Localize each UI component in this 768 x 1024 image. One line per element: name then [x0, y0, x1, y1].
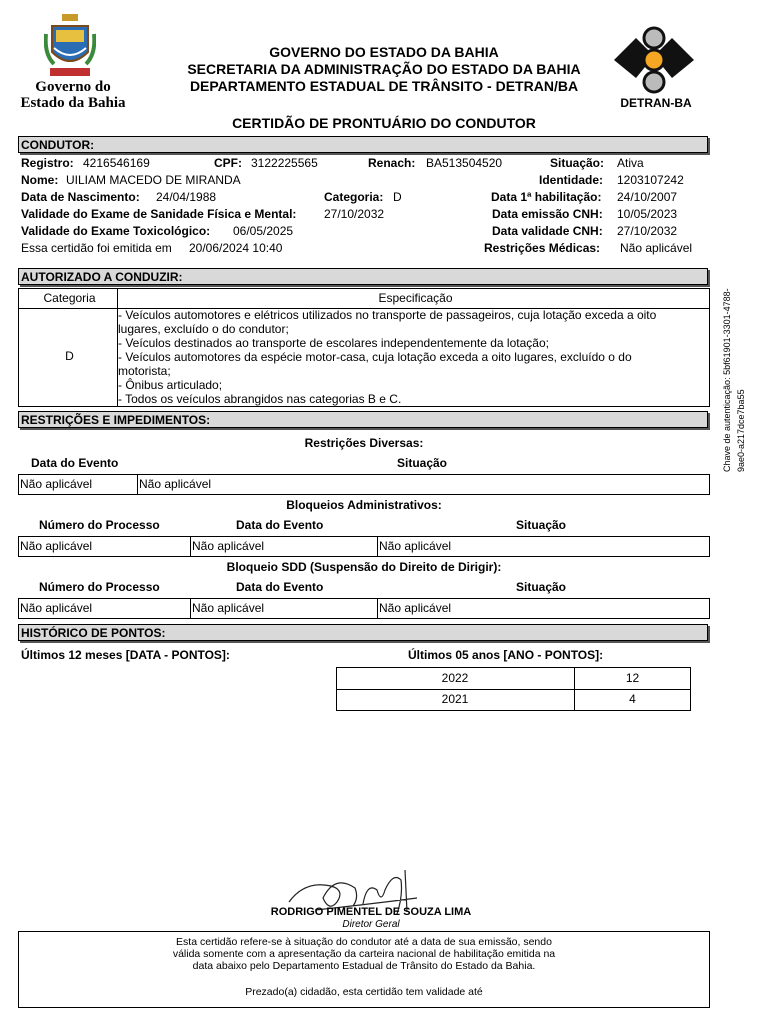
bloqueios-cell-data: Não aplicável [192, 539, 265, 553]
spec-line: motorista; [118, 364, 171, 378]
registro-value: 4216546169 [83, 156, 150, 170]
diversas-col-situacao: Situação [397, 456, 448, 470]
bloqueios-col-data: Data do Evento [236, 518, 324, 532]
nome-value: UILIAM MACEDO DE MIRANDA [66, 173, 241, 187]
document-title: CERTIDÃO DE PRONTUÁRIO DO CONDUTOR [232, 115, 536, 131]
renach-label: Renach: [368, 156, 416, 170]
nascimento-label: Data de Nascimento: [21, 190, 140, 204]
exame-sanidade-value: 27/10/2032 [324, 207, 385, 221]
exame-tox-label: Validade do Exame Toxicológico: [21, 224, 211, 238]
exame-tox-value: 06/05/2025 [233, 224, 294, 238]
signature-role: Diretor Geral [342, 919, 400, 930]
emissao-cnh-value: 10/05/2023 [617, 207, 678, 221]
sdd-col-situacao: Situação [516, 580, 567, 594]
pontos-ano: 2021 [441, 692, 469, 706]
section-autorizado: AUTORIZADO A CONDUZIR: [18, 268, 708, 285]
categoria-label: Categoria: [324, 190, 384, 204]
situacao-value: Ativa [617, 156, 644, 170]
sdd-row [18, 598, 710, 619]
col-especificacao: Especificação [378, 291, 453, 305]
diversas-col-data: Data do Evento [31, 456, 119, 470]
validade-cnh-value: 27/10/2032 [617, 224, 678, 238]
spec-line: - Ônibus articulado; [118, 378, 223, 392]
spec-line: - Veículos automotores e elétricos utilizados no transporte de passageiros, cuja lotação exceda a oito [118, 308, 657, 322]
ultimos-12-label: Últimos 12 meses [DATA - PONTOS]: [21, 648, 230, 662]
col-categoria: Categoria [43, 291, 96, 305]
registro-label: Registro: [21, 156, 74, 170]
footer-line-3: data abaixo pelo Departamento Estadual de Trânsito do Estado da Bahia. [192, 960, 536, 972]
categoria-value: D [393, 190, 402, 204]
sdd-col-processo: Número do Processo [39, 580, 160, 594]
signature-name: RODRIGO PIMENTEL DE SOUZA LIMA [270, 906, 472, 918]
spec-line: - Veículos destinados ao transporte de escolares independentemente da lotação; [118, 336, 549, 350]
sdd-cell-processo: Não aplicável [20, 601, 93, 615]
identidade-label: Identidade: [539, 173, 604, 187]
restricoes-diversas-title: Restrições Diversas: [304, 436, 424, 450]
restricoes-medicas-label: Restrições Médicas: [484, 241, 601, 255]
footer-line-1: Esta certidão refere-se à situação do condutor até a data de sua emissão, sendo [176, 936, 552, 948]
emitida-label: Essa certidão foi emitida em [21, 241, 172, 255]
bloqueios-row [18, 536, 710, 557]
pontos-valor: 4 [629, 692, 636, 706]
section-pontos: HISTÓRICO DE PONTOS: [18, 624, 708, 641]
footer-line-2: válida somente com a apresentação da carteira nacional de habilitação emitida na [172, 948, 556, 960]
section-restricoes: RESTRIÇÕES E IMPEDIMENTOS: [18, 411, 708, 428]
bloqueios-cell-processo: Não aplicável [20, 539, 93, 553]
cpf-label: CPF: [214, 156, 242, 170]
gov-logo-text-2: Estado da Bahia [20, 95, 126, 111]
diversas-cell-situacao: Não aplicável [139, 477, 212, 491]
bloqueios-title: Bloqueios Administrativos: [286, 498, 442, 512]
bloqueios-col-processo: Número do Processo [39, 518, 160, 532]
cpf-value: 3122225565 [251, 156, 318, 170]
section-condutor: CONDUTOR: [18, 136, 708, 153]
gov-logo-text-1: Governo do [35, 79, 111, 95]
sdd-cell-data: Não aplicável [192, 601, 265, 615]
pontos-ano: 2022 [441, 671, 469, 685]
emissao-cnh-label: Data emissão CNH: [492, 207, 603, 221]
nascimento-value: 24/04/1988 [156, 190, 217, 204]
habilitacao-label: Data 1ª habilitação: [491, 190, 602, 204]
authentication-key [720, 272, 750, 472]
authentication-key-text: Chave de autenticação: 5bf61901-3301-4788-9ae0-a217dce7ba55 [722, 288, 746, 472]
exame-sanidade-label: Validade do Exame de Sanidade Física e Mental: [21, 207, 297, 221]
spec-line: - Veículos automotores da espécie motor-casa, cuja lotação exceda a oito lugares, excluído o do [118, 350, 632, 364]
renach-value: BA513504520 [426, 156, 503, 170]
traffic-light-icon [614, 26, 694, 96]
situacao-label: Situação: [550, 156, 605, 170]
emitida-value: 20/06/2024 10:40 [189, 241, 283, 255]
sdd-title: Bloqueio SDD (Suspensão do Direito de Dirigir): [226, 560, 502, 574]
pontos-valor: 12 [625, 671, 640, 685]
bloqueios-cell-situacao: Não aplicável [379, 539, 452, 553]
habilitacao-value: 24/10/2007 [617, 190, 678, 204]
identidade-value: 1203107242 [617, 173, 684, 187]
spec-line: - Todos os veículos abrangidos nas categorias B e C. [118, 392, 402, 406]
header-line-3: DEPARTAMENTO ESTADUAL DE TRÂNSITO - DETRAN/BA [189, 78, 579, 94]
sdd-col-data: Data do Evento [236, 580, 324, 594]
footer-line-4: Prezado(a) cidadão, esta certidão tem validade até [245, 986, 483, 998]
detran-label: DETRAN-BA [620, 96, 692, 110]
bloqueios-col-situacao: Situação [516, 518, 567, 532]
ultimos-05-label: Últimos 05 anos [ANO - PONTOS]: [408, 648, 604, 662]
detran-logo [614, 26, 694, 96]
diversas-cell-data: Não aplicável [20, 477, 93, 491]
nome-label: Nome: [21, 173, 59, 187]
footer-text [18, 936, 710, 998]
autorizado-categoria-value: D [65, 349, 74, 363]
validade-cnh-label: Data validade CNH: [492, 224, 603, 238]
header-line-2: SECRETARIA DA ADMINISTRAÇÃO DO ESTADO DA BAHIA [187, 61, 581, 77]
sdd-cell-situacao: Não aplicável [379, 601, 452, 615]
table-divider [336, 689, 691, 690]
restricoes-medicas-value: Não aplicável [620, 241, 693, 255]
spec-line: lugares, excluído o do condutor; [118, 322, 289, 336]
header-line-1: GOVERNO DO ESTADO DA BAHIA [269, 44, 499, 60]
especificacao-text [118, 308, 708, 406]
diversas-row [18, 474, 710, 495]
